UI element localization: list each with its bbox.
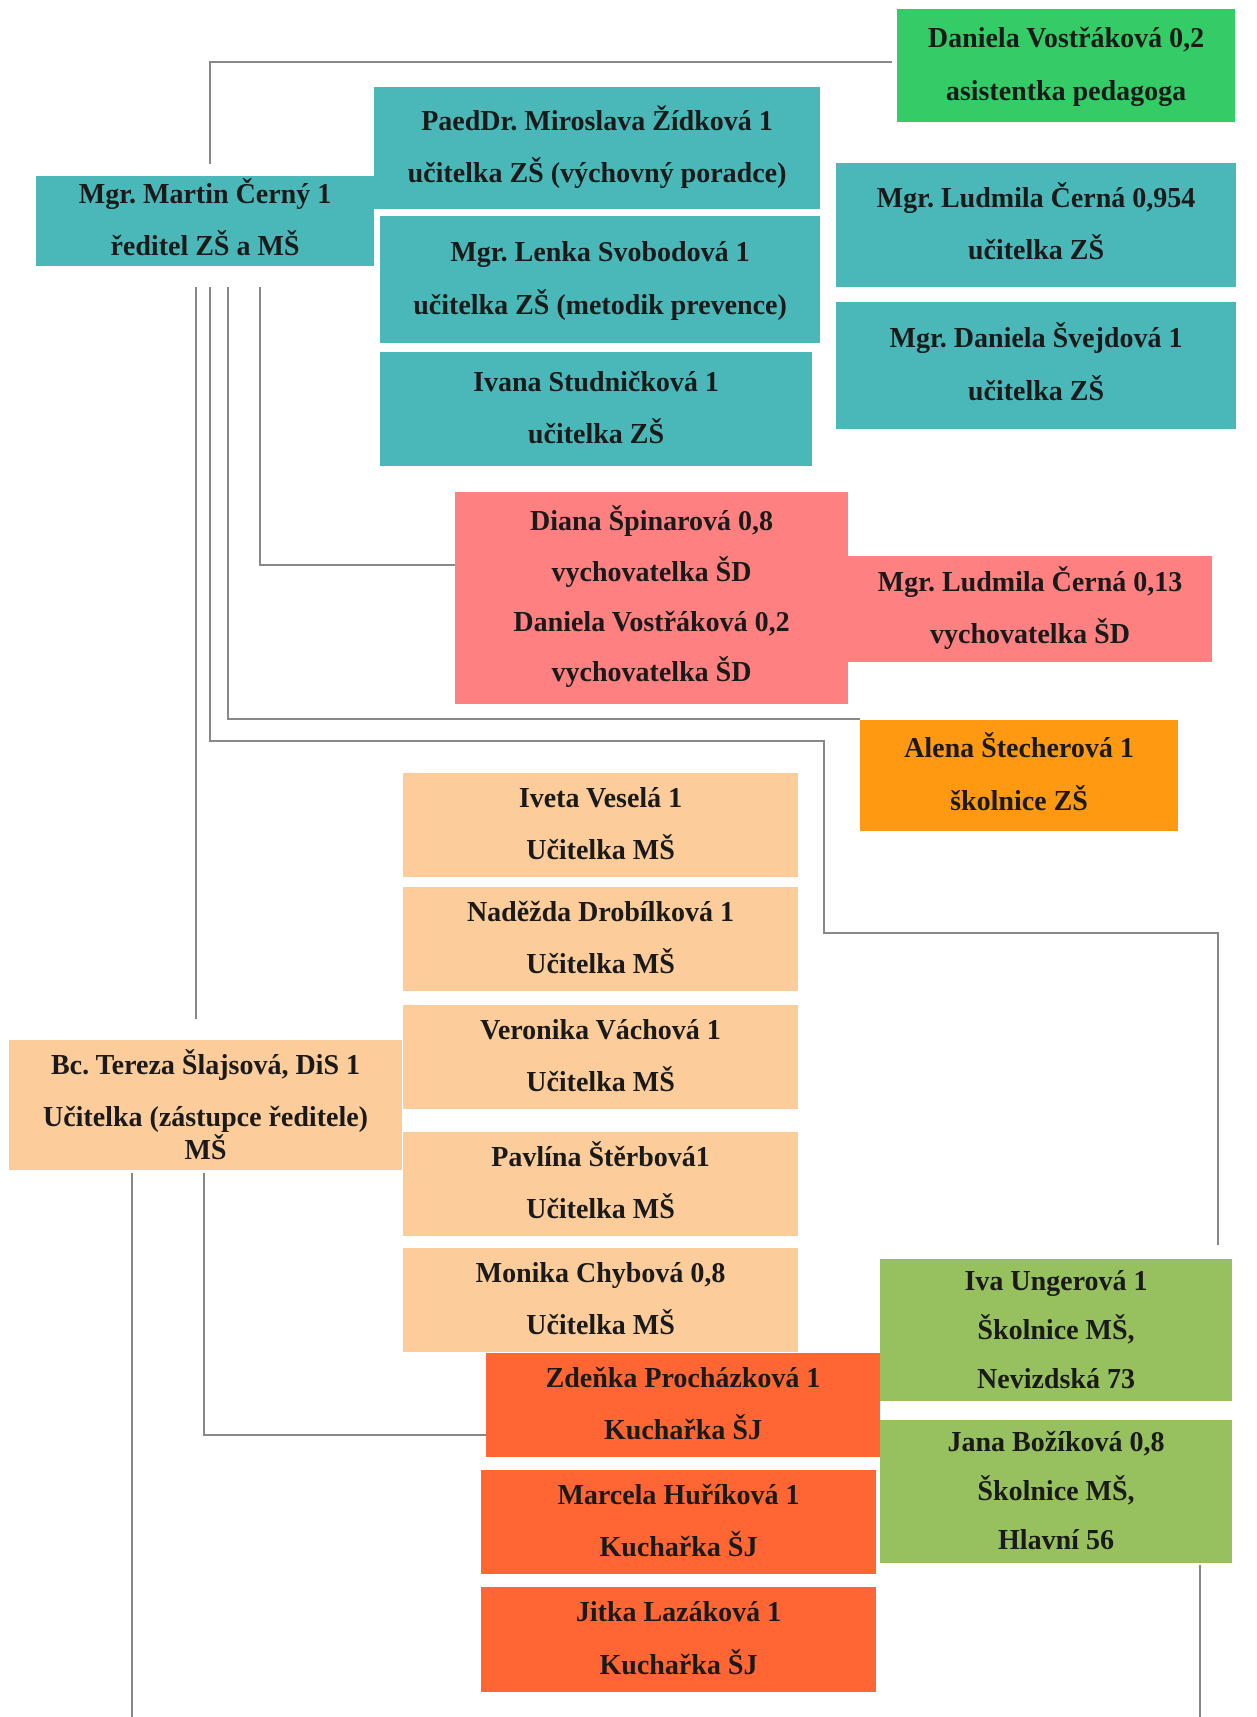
node-cerny-director xyxy=(36,176,374,266)
node-role: Učitelka MŠ xyxy=(526,835,675,866)
node-role: ředitel ZŠ a MŠ xyxy=(110,231,300,262)
node-name: PaedDr. Miroslava Žídková 1 xyxy=(421,105,773,137)
node-role: vychovatelka ŠD xyxy=(930,619,1130,650)
node-role: učitelka ZŠ (metodik prevence) xyxy=(413,289,787,321)
node-role: učitelka ZŠ xyxy=(527,419,665,450)
node-role: Kuchařka ŠJ xyxy=(604,1415,762,1446)
node-name: Naděžda Drobílková 1 xyxy=(466,896,735,928)
node-role: Školnice MŠ, xyxy=(977,1314,1135,1346)
node-svobodova xyxy=(380,216,820,343)
node-location: Hlavní 56 xyxy=(998,1525,1114,1556)
node-name: Jitka Lazáková 1 xyxy=(575,1597,782,1629)
node-ungerova xyxy=(880,1259,1232,1401)
node-role: Učitelka MŠ xyxy=(526,1194,675,1225)
node-role: Kuchařka ŠJ xyxy=(599,1532,758,1563)
node-name: Marcela Huříková 1 xyxy=(557,1479,800,1511)
node-spinarova-vostrakova-sd xyxy=(455,492,848,704)
node-vachova xyxy=(403,1005,798,1109)
node-role: Kuchařka ŠJ xyxy=(599,1649,758,1681)
node-name: Bc. Tereza Šlajsová, DiS 1 xyxy=(50,1050,361,1081)
node-hurikova xyxy=(481,1470,876,1574)
node-name: Mgr. Ludmila Černá 0,954 xyxy=(876,182,1196,214)
node-cerna-sd xyxy=(848,556,1212,662)
node-name: Alena Štecherová 1 xyxy=(904,733,1134,765)
node-role: školnice ZŠ xyxy=(950,785,1088,817)
node-sterbova xyxy=(403,1132,798,1236)
node-name: Jana Božíková 0,8 xyxy=(947,1427,1165,1458)
node-lazakova xyxy=(481,1587,876,1692)
node-slajsova-deputy xyxy=(9,1040,402,1170)
node-name: Daniela Vostřáková 0,2 xyxy=(927,23,1205,55)
node-role: Učitelka (zástupce ředitele) xyxy=(43,1102,368,1134)
node-chybova xyxy=(403,1248,798,1352)
node-name: Mgr. Ludmila Černá 0,13 xyxy=(877,566,1183,598)
node-role: asistentka pedagoga xyxy=(945,75,1187,107)
node-svejdova xyxy=(836,302,1236,429)
node-vostrakova-asistentka xyxy=(897,9,1235,122)
node-name: Diana Špinarová 0,8 xyxy=(530,506,773,538)
node-role: Učitelka MŠ xyxy=(526,1067,675,1098)
node-name: Iveta Veselá 1 xyxy=(518,782,683,814)
node-unit: MŠ xyxy=(184,1134,227,1166)
node-name: Zdeňka Procházková 1 xyxy=(545,1362,821,1394)
node-name: Pavlína Štěrbová1 xyxy=(491,1141,710,1173)
node-drobilkova xyxy=(403,887,798,991)
node-role: učitelka ZŠ xyxy=(967,375,1105,407)
node-role: učitelka ZŠ xyxy=(967,235,1105,266)
node-role: učitelka ZŠ (výchovný poradce) xyxy=(407,158,787,189)
node-name: Veronika Váchová 1 xyxy=(480,1014,721,1046)
node-name: Mgr. Lenka Svobodová 1 xyxy=(450,237,750,269)
node-role: Školnice MŠ, xyxy=(977,1476,1135,1507)
node-prochazkova xyxy=(486,1353,880,1457)
node-name: Mgr. Martin Černý 1 xyxy=(78,178,332,210)
node-cerna-zs xyxy=(836,163,1236,287)
node-name: Daniela Vostřáková 0,2 xyxy=(513,607,790,638)
node-name: Monika Chybová 0,8 xyxy=(475,1257,726,1289)
node-role: vychovatelka ŠD xyxy=(551,556,752,588)
node-role: Učitelka MŠ xyxy=(526,1310,675,1341)
node-bozikova xyxy=(880,1420,1232,1563)
node-studnickova xyxy=(380,352,812,466)
node-role: vychovatelka ŠD xyxy=(551,657,752,689)
node-role: Učitelka MŠ xyxy=(526,949,675,980)
node-stecherova xyxy=(860,720,1178,831)
node-name: Mgr. Daniela Švejdová 1 xyxy=(889,323,1183,355)
node-zidkova xyxy=(374,87,820,209)
node-location: Nevizdská 73 xyxy=(977,1363,1135,1395)
node-name: Ivana Studničková 1 xyxy=(473,366,719,398)
node-name: Iva Ungerová 1 xyxy=(964,1265,1148,1297)
node-vesela xyxy=(403,773,798,877)
